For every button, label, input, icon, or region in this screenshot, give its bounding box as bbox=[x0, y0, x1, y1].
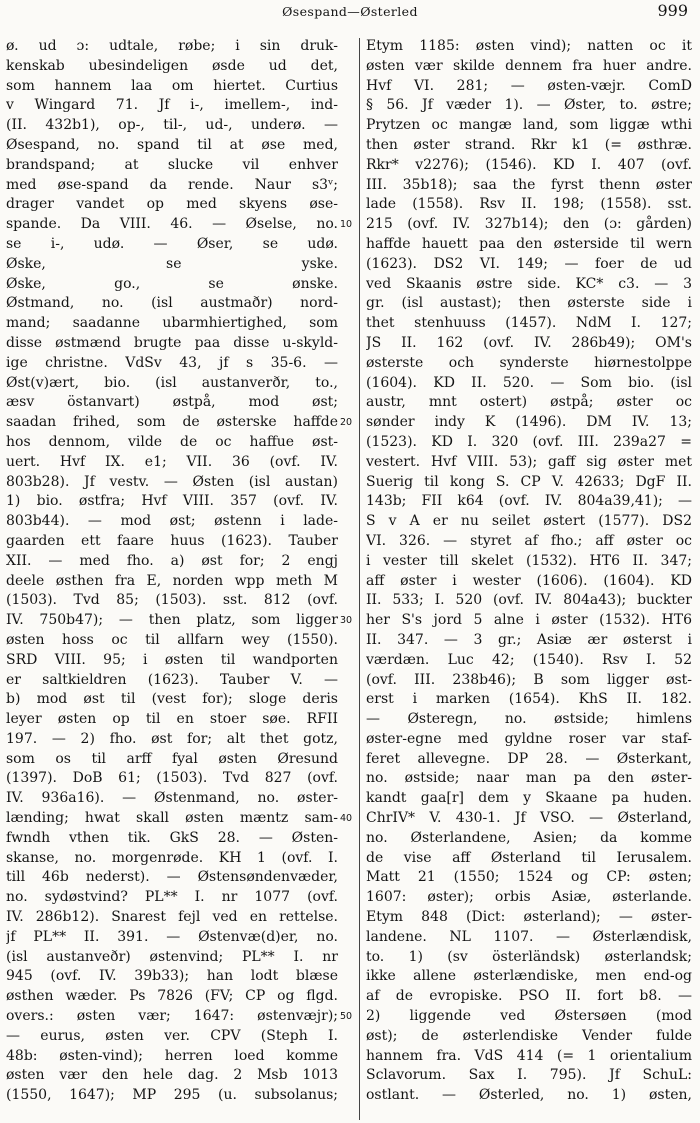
text-line: de vise aff Østerland til Ierusalem. bbox=[366, 849, 692, 866]
text-line: deele østhen fra E, norden wpp meth M bbox=[6, 572, 338, 589]
text-line: med øse-spand da rende. Naur s3ᵛ; bbox=[6, 176, 338, 193]
text-line: feret allevegne. DP 28. — Østerkant, bbox=[366, 750, 692, 767]
text-line: 143b; FII k64 (ovf. IV. 804a39,41); — bbox=[366, 493, 692, 510]
text-line: brandspand; at slucke vil enhver bbox=[6, 156, 338, 173]
text-line: Matt 21 (1550; 1524 og CP: østen; bbox=[366, 869, 692, 886]
text-line: Øske, se yske. bbox=[6, 255, 338, 272]
text-line: ved Skaanis østre side. KC* c3. — 3 bbox=[366, 275, 692, 292]
text-line: 215 (ovf. IV. 327b14); den (ɔ: gården) bbox=[366, 216, 692, 233]
text-line: som hannem laa om hiertet. Curtius bbox=[6, 77, 338, 94]
text-line: sønder indy K (1496). DM IV. 13; bbox=[366, 414, 692, 431]
text-line: Suerig til kong S. CP V. 42633; DgF II. bbox=[366, 473, 692, 490]
gutter-line-number: 10 bbox=[340, 219, 353, 231]
text-line: se i-, udø. — Øser, se udø. bbox=[6, 235, 338, 252]
text-line: IV. 750b47); — then platz, som ligger bbox=[6, 612, 338, 629]
text-line: kenskab ubesindeligen øsde ud det, bbox=[6, 57, 338, 74]
text-line: aff øster i wester (1606). (1604). KD bbox=[366, 572, 692, 589]
text-line: leyer østen op til en stoer søe. RFII bbox=[6, 711, 338, 728]
text-line: (II. 432b1), op-, til-, ud-, underø. — bbox=[6, 117, 338, 134]
gutter-line-number: 40 bbox=[340, 813, 353, 825]
text-line: erst i marken (1654). KhS II. 182. bbox=[366, 691, 692, 708]
text-line: lade (1558). Rsv II. 198; (1558). sst. bbox=[366, 196, 692, 213]
text-line: 803b44). — mod øst; østenn i lade- bbox=[6, 513, 338, 530]
text-line: værdæn. Luc 42; (1540). Rsv I. 52 bbox=[366, 651, 692, 668]
text-line: landene. NL 1107. — Østerlændisk, bbox=[366, 928, 692, 945]
text-line: ChrIV* V. 430-1. Jf VSO. — Østerland, bbox=[366, 810, 692, 827]
text-line: Østmand, no. (isl austmaðr) nord- bbox=[6, 295, 338, 312]
text-line: v Wingard 71. Jf i-, imellem-, ind- bbox=[6, 97, 338, 114]
gutter-line-number: 50 bbox=[340, 1011, 353, 1023]
text-line: haffde hauett paa den østerside til wern bbox=[366, 235, 692, 252]
text-line: till 46b nederst). — Østensøndenvæder, bbox=[6, 869, 338, 886]
column-divider bbox=[359, 38, 360, 1120]
text-line: østen vær den hele dag. 2 Msb 1013 bbox=[6, 1067, 338, 1084]
text-line: (1604). KD II. 520. — Som bio. (isl bbox=[366, 374, 692, 391]
text-line: 1607: øster); orbis Asiæ, østerlande. bbox=[366, 889, 692, 906]
text-line: IV. 936a16). — Østenmand, no. øster- bbox=[6, 790, 338, 807]
text-line: 945 (ovf. IV. 39b33); han lodt blæse bbox=[6, 968, 338, 985]
text-line: 197. — 2) fho. øst for; alt thet gotz, bbox=[6, 730, 338, 747]
text-line: XII. — med fho. a) øst for; 2 engj bbox=[6, 552, 338, 569]
text-line: (1550, 1647); MP 295 (u. subsolanus; bbox=[6, 1087, 338, 1104]
text-line: øst); de østerlendiske Vender fulde bbox=[366, 1027, 692, 1044]
text-line: østen vær skilde dennem fra huer andre. bbox=[366, 57, 692, 74]
text-line: østerste och synderste hiørnestolppe bbox=[366, 354, 692, 371]
text-line: er saltkieldren (1623). Tauber V. — bbox=[6, 671, 338, 688]
text-line: (1397). DoB 61; (1503). Tvd 827 (ovf. bbox=[6, 770, 338, 787]
text-line: i vester till skelet (1532). HT6 II. 347; bbox=[366, 552, 692, 569]
text-line: drager vandet op med skyens øse- bbox=[6, 196, 338, 213]
text-line: som os til arff fyal østen Øresund bbox=[6, 750, 338, 767]
right-column bbox=[366, 37, 692, 1106]
text-line: gr. (isl austast); then østerste side i bbox=[366, 295, 692, 312]
text-line: (1523). KD I. 320 (ovf. III. 239a27 = bbox=[366, 433, 692, 450]
text-line: 1) bio. østfra; Hvf VIII. 357 (ovf. IV. bbox=[6, 493, 338, 510]
text-line: — eurus, østen ver. CPV (Steph I. bbox=[6, 1027, 338, 1044]
text-line: hos dennom, vilde de oc haffue øst- bbox=[6, 433, 338, 450]
text-line: vestert. Hvf VIII. 53); gaff sig øster met bbox=[366, 453, 692, 470]
text-line: Prytzen oc mangæ land, som liggæ wthi bbox=[366, 117, 692, 134]
text-line: østen hoss oc til allfarn wey (1550). bbox=[6, 631, 338, 648]
text-line: æsv östanvart) østpå, mod øst; bbox=[6, 394, 338, 411]
line-number-gutter bbox=[338, 37, 364, 1117]
text-line: Hvf VI. 281; — østen-væjr. ComD bbox=[366, 77, 692, 94]
text-line: JS II. 162 (ovf. IV. 286b49); OM's bbox=[366, 334, 692, 351]
text-line: hannem fra. VdS 414 (= 1 orientalium bbox=[366, 1047, 692, 1064]
text-line: ikke allene østerlændiske, men end-og bbox=[366, 968, 692, 985]
gutter-line-number: 20 bbox=[340, 417, 353, 429]
text-line: 803b28). Jf vestv. — Østen (isl austan) bbox=[6, 473, 338, 490]
text-line: mand; saadanne ubarmhiertighed, som bbox=[6, 315, 338, 332]
text-line: S v A er nu seilet østert (1577). DS2 bbox=[366, 513, 692, 530]
text-line: lænding; hwat skall østen mæntz sam- bbox=[6, 810, 338, 827]
left-column bbox=[6, 37, 338, 1106]
text-line: Sclavorum. Sax I. 795). Jf SchuL: bbox=[366, 1067, 692, 1084]
text-line: then øster strand. Rkr k1 (= østhræ. bbox=[366, 136, 692, 153]
text-line: uert. Hvf IX. e1; VII. 36 (ovf. IV. bbox=[6, 453, 338, 470]
text-line: spande. Da VIII. 46. — Øselse, no. bbox=[6, 216, 338, 233]
text-line: fwndh vthen tik. GkS 28. — Østen- bbox=[6, 829, 338, 846]
page-header bbox=[0, 0, 700, 24]
text-line: no. sydøstvind? PL** I. nr 1077 (ovf. bbox=[6, 889, 338, 906]
text-line: (1623). DS2 VI. 149; — foer de ud bbox=[366, 255, 692, 272]
text-line: no. Østerlandene, Asien; da komme bbox=[366, 829, 692, 846]
text-line: (ovf. III. 238b46); B som ligger øst- bbox=[366, 671, 692, 688]
text-line: (isl austanveðr) østenvind; PL** I. nr bbox=[6, 948, 338, 965]
text-line: II. 533; I. 520 (ovf. IV. 804a43); buckter bbox=[366, 592, 692, 609]
text-line: Øsespand, no. spand til at øse med, bbox=[6, 136, 338, 153]
gutter-line-number: 30 bbox=[340, 615, 353, 627]
running-head: Øsespand—Østerled bbox=[282, 4, 418, 19]
text-line: overs.: østen vær; 1647: østenvæjr); bbox=[6, 1008, 338, 1025]
text-line: Etym 1185: østen vind); natten oc it bbox=[366, 38, 692, 54]
text-line: — Østeregn, no. østside; himlens bbox=[366, 711, 692, 728]
text-line: (1503). Tvd 85; (1503). sst. 812 (ovf. bbox=[6, 592, 338, 609]
text-line: disse østmænd brugte paa disse u-skyld- bbox=[6, 334, 338, 351]
text-line: ostlant. — Østerled, no. 1) østen, bbox=[366, 1087, 692, 1104]
text-line: II. 347. — 3 gr.; Asiæ ær østerst i bbox=[366, 631, 692, 648]
page-number: 999 bbox=[657, 1, 688, 20]
text-line: kandt gaa[r] dem y Skaane pa huden. bbox=[366, 790, 692, 807]
text-line: no. østside; naar man pa den øster- bbox=[366, 770, 692, 787]
text-line: 48b: østen-vind); herren loed komme bbox=[6, 1047, 338, 1064]
text-line: austr, mnt ostert) østpå; øster oc bbox=[366, 394, 692, 411]
text-line: SRD VIII. 95; i østen til wandporten bbox=[6, 651, 338, 668]
text-line: Øske, go., se ønske. bbox=[6, 275, 338, 292]
text-line: III. 35b18); saa the fyrst thenn øster bbox=[366, 176, 692, 193]
text-line: saadan frihed, som de østerske haffde bbox=[6, 414, 338, 431]
text-line: ø. ud ɔ: udtale, røbe; i sin druk- bbox=[6, 38, 338, 54]
text-line: skanse, no. morgenrøde. KH 1 (ovf. I. bbox=[6, 849, 338, 866]
text-line: ige christne. VdSv 43, jf s 35-6. — bbox=[6, 354, 338, 371]
text-line: øster-egne med gyldne roser var staf- bbox=[366, 730, 692, 747]
text-line: IV. 286b12). Snarest fejl ved en rettelse. bbox=[6, 909, 338, 926]
text-line: Øst(v)ært, bio. (isl austanverðr, to., bbox=[6, 374, 338, 391]
text-line: af de evropiske. PSO II. fort b8. — bbox=[366, 988, 692, 1005]
text-line: 2) liggende ved Østersøen (mod bbox=[366, 1008, 692, 1025]
text-line: b) mod øst til (vest for); sloge deris bbox=[6, 691, 338, 708]
text-line: Rkr* v2276); (1546). KD I. 407 (ovf. bbox=[366, 156, 692, 173]
text-line: jf PL** II. 391. — Østenvæ(d)er, no. bbox=[6, 928, 338, 945]
text-line: gaarden ett faare huus (1623). Tauber bbox=[6, 532, 338, 549]
text-line: østhen wæder. Ps 7826 (FV; CP og flgd. bbox=[6, 988, 338, 1005]
text-line: her S's jord 5 alne i øster (1532). HT6 bbox=[366, 612, 692, 629]
text-line: § 56. Jf væder 1). — Øster, to. østre; bbox=[366, 97, 692, 114]
text-line: to. 1) (sv österländsk) østerlandsk; bbox=[366, 948, 692, 965]
text-line: Etym 848 (Dict: østerland); — øster- bbox=[366, 909, 692, 926]
text-line: VI. 326. — styret af fho.; aff øster oc bbox=[366, 532, 692, 549]
text-line: thet stenhuuss (1457). NdM I. 127; bbox=[366, 315, 692, 332]
